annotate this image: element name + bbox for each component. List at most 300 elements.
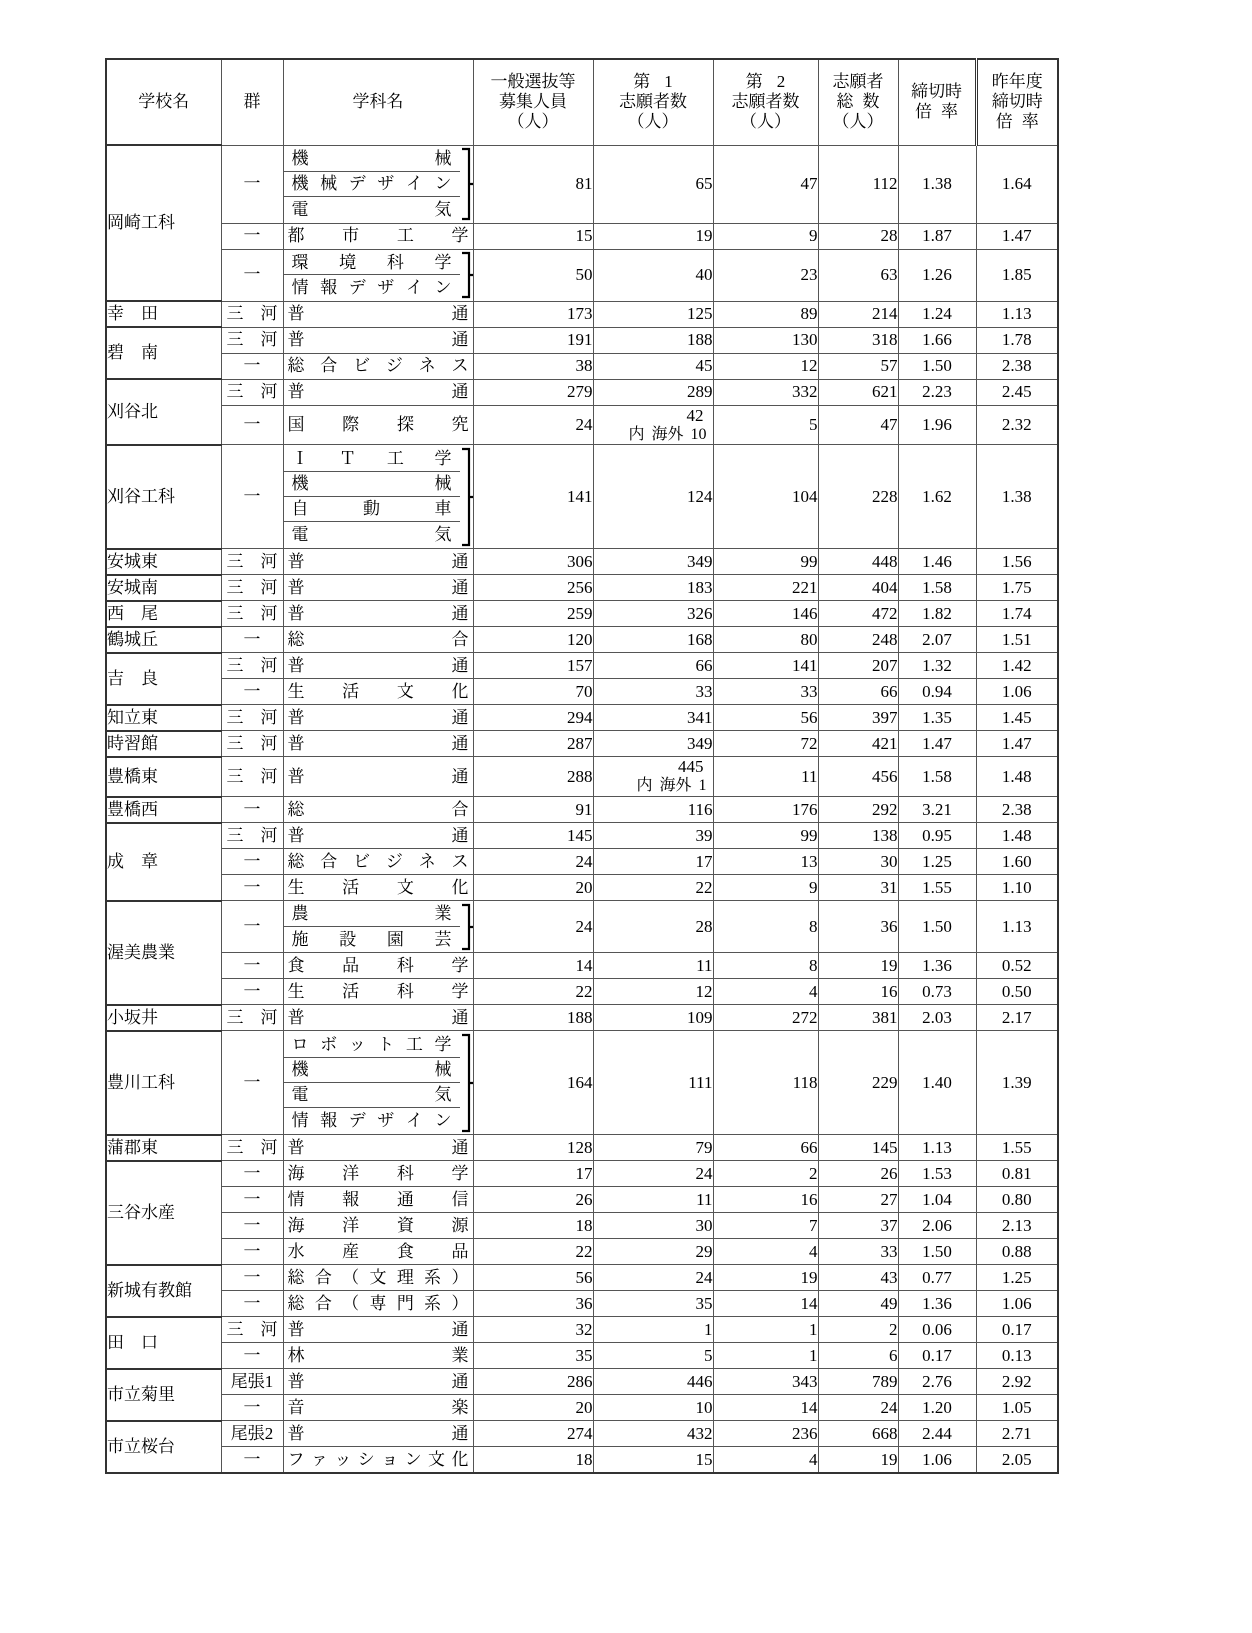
second-choice-value: 80 <box>800 629 818 649</box>
group-cell <box>221 1421 283 1447</box>
second-choice-value: 33 <box>800 681 818 701</box>
department-cell <box>283 549 473 575</box>
group-label: 三 河 <box>226 825 278 845</box>
last-year-ratio-cell <box>976 653 1058 679</box>
department-item: 普 通 <box>287 1319 469 1339</box>
quota-value: 24 <box>575 414 593 434</box>
group-cell <box>221 1317 283 1343</box>
table-row <box>106 327 1058 353</box>
group-cell <box>221 1135 283 1161</box>
second-choice-value: 9 <box>809 225 818 245</box>
total-applicants-cell <box>818 379 898 405</box>
total-applicants-value: 668 <box>872 1423 898 1443</box>
first-choice-cell <box>593 1421 713 1447</box>
school-name-label: 西 尾 <box>107 603 158 623</box>
second-choice-cell <box>713 575 818 601</box>
school-name-cell <box>106 549 221 575</box>
first-choice-value: 15 <box>695 1449 713 1469</box>
school-name-cell <box>106 627 221 653</box>
last-year-ratio-value: 0.17 <box>1001 1319 1032 1339</box>
last-year-ratio-value: 2.05 <box>1001 1449 1032 1469</box>
closing-ratio-cell <box>898 823 976 849</box>
last-year-ratio-cell <box>976 731 1058 757</box>
group-label: 一 <box>243 173 261 193</box>
header-group <box>221 59 283 145</box>
total-applicants-value: 16 <box>880 981 898 1001</box>
header-first-choice-applicants <box>593 59 713 145</box>
header-department-name <box>283 59 473 145</box>
quota-value: 91 <box>575 799 593 819</box>
quota-value: 259 <box>567 603 593 623</box>
quota-value: 24 <box>575 851 593 871</box>
last-year-ratio-value: 1.05 <box>1001 1397 1032 1417</box>
quota-cell <box>473 145 593 223</box>
group-cell <box>221 327 283 353</box>
last-year-ratio-cell <box>976 1369 1058 1395</box>
table-row <box>106 549 1058 575</box>
second-choice-value: 4 <box>809 1241 818 1261</box>
school-name-cell <box>106 901 221 1005</box>
department-cell <box>283 601 473 627</box>
department-item: 海 洋 資 源 <box>287 1215 469 1235</box>
second-choice-cell <box>713 757 818 797</box>
second-choice-value: 12 <box>800 355 818 375</box>
group-label: 三 河 <box>226 1319 278 1339</box>
first-choice-cell <box>593 249 713 301</box>
header-rate-ritsu: 率 <box>941 102 958 122</box>
group-cell <box>221 1395 283 1421</box>
closing-ratio-cell <box>898 757 976 797</box>
table-row <box>106 849 1058 875</box>
group-label: 一 <box>243 877 261 897</box>
quota-cell <box>473 1343 593 1369</box>
group-cell <box>221 301 283 327</box>
last-year-ratio-cell <box>976 301 1058 327</box>
first-choice-cell <box>593 405 713 445</box>
department-cell <box>283 849 473 875</box>
second-choice-value: 141 <box>792 655 818 675</box>
department-item: 普 通 <box>287 733 469 753</box>
table-row <box>106 1421 1058 1447</box>
last-year-ratio-value: 1.60 <box>1001 851 1032 871</box>
second-choice-value: 4 <box>809 1449 818 1469</box>
group-label: 一 <box>243 1163 261 1183</box>
total-applicants-cell <box>818 1369 898 1395</box>
quota-value: 279 <box>567 381 593 401</box>
department-item: 機 械 <box>284 472 460 497</box>
department-list <box>284 1033 460 1133</box>
total-applicants-value: 138 <box>872 825 898 845</box>
department-list <box>284 447 460 547</box>
first-choice-cell <box>593 705 713 731</box>
closing-ratio-value: 1.24 <box>922 303 952 323</box>
school-name-label: 豊橋東 <box>107 766 158 786</box>
quota-cell <box>473 875 593 901</box>
closing-ratio-cell <box>898 1031 976 1135</box>
department-cell <box>283 1369 473 1395</box>
department-item: 普 通 <box>287 1007 469 1027</box>
quota-value: 173 <box>567 303 593 323</box>
quota-value: 22 <box>575 1241 593 1261</box>
header-row <box>106 59 1058 145</box>
last-year-ratio-cell <box>976 1395 1058 1421</box>
first-choice-value: 22 <box>695 877 713 897</box>
last-year-ratio-value: 1.51 <box>1001 629 1032 649</box>
first-choice-value: 124 <box>687 486 713 506</box>
total-applicants-value: 19 <box>880 955 898 975</box>
school-name-cell <box>106 1369 221 1421</box>
second-choice-value: 146 <box>792 603 818 623</box>
quota-value: 157 <box>567 655 593 675</box>
table-row <box>106 575 1058 601</box>
department-item: 普 通 <box>287 577 469 597</box>
total-applicants-value: 6 <box>889 1345 898 1365</box>
total-applicants-value: 19 <box>880 1449 898 1469</box>
first-choice-value: 183 <box>687 577 713 597</box>
second-choice-value: 343 <box>792 1371 818 1391</box>
group-cell <box>221 445 283 549</box>
closing-ratio-cell <box>898 849 976 875</box>
first-choice-cell <box>593 653 713 679</box>
department-list <box>284 902 460 952</box>
first-choice-value: 24 <box>695 1267 713 1287</box>
first-choice-value: 188 <box>687 329 713 349</box>
table-row <box>106 1005 1058 1031</box>
group-label: 一 <box>243 355 261 375</box>
total-applicants-value: 37 <box>880 1215 898 1235</box>
school-name-cell <box>106 1031 221 1135</box>
school-name-label: 成 章 <box>107 851 158 871</box>
quota-value: 22 <box>575 981 593 1001</box>
total-applicants-value: 472 <box>872 603 898 623</box>
department-cell <box>283 757 473 797</box>
first-choice-value: 10 <box>695 1397 713 1417</box>
school-name-cell <box>106 601 221 627</box>
header-lastyear-ritsu: 率 <box>1021 112 1039 132</box>
school-name-label: 豊川工科 <box>107 1072 175 1092</box>
first-choice-cell <box>593 327 713 353</box>
department-item: 施 設 園 芸 <box>291 929 452 949</box>
last-year-ratio-cell <box>976 327 1058 353</box>
table-row <box>106 249 1058 301</box>
closing-ratio-cell <box>898 1187 976 1213</box>
school-name-cell <box>106 705 221 731</box>
first-choice-value: 349 <box>687 551 713 571</box>
department-cell <box>283 1161 473 1187</box>
school-name-label: 市立桜台 <box>107 1436 175 1456</box>
header-second-dai: 第 <box>745 72 763 92</box>
table-row <box>106 823 1058 849</box>
quota-cell <box>473 1395 593 1421</box>
header-second-line2: 志願者数 <box>731 92 800 112</box>
table-row <box>106 1031 1058 1135</box>
second-choice-cell <box>713 1447 818 1473</box>
closing-ratio-cell <box>898 327 976 353</box>
total-applicants-cell <box>818 1161 898 1187</box>
second-choice-value: 221 <box>792 577 818 597</box>
group-cell <box>221 405 283 445</box>
department-cell <box>283 1031 473 1135</box>
quota-cell <box>473 1447 593 1473</box>
first-choice-cell <box>593 1187 713 1213</box>
quota-cell <box>473 979 593 1005</box>
total-applicants-cell <box>818 1395 898 1421</box>
last-year-ratio-cell <box>976 353 1058 379</box>
department-item: 総 合 （ 文 理 系 ） <box>287 1267 469 1287</box>
table-row <box>106 601 1058 627</box>
department-item: 情 報 通 信 <box>287 1189 469 1209</box>
group-cell <box>221 379 283 405</box>
first-choice-value: 445 <box>678 757 704 777</box>
group-label: 三 河 <box>226 603 278 623</box>
first-choice-cell <box>593 1265 713 1291</box>
first-choice-cell <box>593 549 713 575</box>
quota-cell <box>473 1213 593 1239</box>
closing-ratio-value: 2.23 <box>922 381 952 401</box>
department-cell <box>283 979 473 1005</box>
last-year-ratio-cell <box>976 445 1058 549</box>
header-lastyear-line1: 昨年度 <box>991 72 1043 92</box>
header-school-name-label: 学校名 <box>138 91 190 111</box>
first-choice-cell <box>593 797 713 823</box>
department-cell <box>283 901 473 953</box>
table-row <box>106 145 1058 223</box>
header-second-number: 2 <box>776 72 786 92</box>
total-applicants-cell <box>818 223 898 249</box>
total-applicants-cell <box>818 679 898 705</box>
table-row <box>106 757 1058 797</box>
second-choice-cell <box>713 1239 818 1265</box>
first-choice-cell <box>593 379 713 405</box>
closing-ratio-value: 1.58 <box>922 766 952 786</box>
second-choice-value: 16 <box>800 1189 818 1209</box>
department-item: 総 合 （ 専 門 系 ） <box>287 1293 469 1313</box>
group-cell <box>221 705 283 731</box>
table-row <box>106 901 1058 953</box>
closing-ratio-value: 3.21 <box>922 799 952 819</box>
total-applicants-value: 63 <box>880 264 898 284</box>
last-year-ratio-cell <box>976 979 1058 1005</box>
last-year-ratio-cell <box>976 1187 1058 1213</box>
second-choice-value: 47 <box>800 173 818 193</box>
closing-ratio-cell <box>898 1135 976 1161</box>
second-choice-cell <box>713 223 818 249</box>
department-item: 電 気 <box>291 524 452 544</box>
first-choice-cell <box>593 627 713 653</box>
quota-value: 274 <box>567 1423 593 1443</box>
department-item: 電 気 <box>291 199 452 219</box>
table-row <box>106 1317 1058 1343</box>
department-item: 情 報 デ ザ イ ン <box>291 278 452 297</box>
first-choice-value: 19 <box>695 225 713 245</box>
grouping-brace-icon <box>460 447 473 547</box>
group-cell <box>221 353 283 379</box>
department-cell <box>283 953 473 979</box>
last-year-ratio-value: 1.85 <box>1001 264 1032 284</box>
department-cell <box>283 823 473 849</box>
total-applicants-value: 2 <box>889 1319 898 1339</box>
last-year-ratio-cell <box>976 1135 1058 1161</box>
quota-value: 164 <box>567 1072 593 1092</box>
department-item: 農 業 <box>284 902 460 927</box>
total-applicants-cell <box>818 1005 898 1031</box>
header-total-suu: 数 <box>862 92 880 112</box>
department-cell <box>283 1447 473 1473</box>
closing-ratio-cell <box>898 797 976 823</box>
quota-value: 26 <box>575 1189 593 1209</box>
total-applicants-cell <box>818 823 898 849</box>
second-choice-cell <box>713 601 818 627</box>
first-choice-value: 45 <box>695 355 713 375</box>
last-year-ratio-value: 2.17 <box>1001 1007 1032 1027</box>
total-applicants-cell <box>818 445 898 549</box>
group-cell <box>221 249 283 301</box>
total-applicants-cell <box>818 705 898 731</box>
second-choice-cell <box>713 797 818 823</box>
table-body <box>106 145 1058 1473</box>
school-name-cell <box>106 445 221 549</box>
quota-cell <box>473 549 593 575</box>
group-label: 一 <box>243 264 261 284</box>
department-cell <box>283 1317 473 1343</box>
first-choice-value: 24 <box>695 1163 713 1183</box>
closing-ratio-cell <box>898 1395 976 1421</box>
first-choice-value: 116 <box>687 799 713 819</box>
quota-cell <box>473 1135 593 1161</box>
last-year-ratio-value: 2.38 <box>1001 799 1032 819</box>
total-applicants-value: 397 <box>872 707 898 727</box>
first-choice-value: 33 <box>695 681 713 701</box>
quota-cell <box>473 249 593 301</box>
second-choice-cell <box>713 653 818 679</box>
second-choice-cell <box>713 627 818 653</box>
second-choice-cell <box>713 249 818 301</box>
closing-ratio-cell <box>898 1317 976 1343</box>
header-lastyear-bai: 倍 <box>995 112 1013 132</box>
last-year-ratio-cell <box>976 405 1058 445</box>
department-cell <box>283 1395 473 1421</box>
group-label: 一 <box>243 1345 261 1365</box>
closing-ratio-cell <box>898 679 976 705</box>
second-choice-cell <box>713 145 818 223</box>
total-applicants-cell <box>818 653 898 679</box>
total-applicants-cell <box>818 849 898 875</box>
second-choice-value: 236 <box>792 1423 818 1443</box>
total-applicants-value: 43 <box>880 1267 898 1287</box>
first-choice-value: 1 <box>704 1319 713 1339</box>
department-cell <box>283 405 473 445</box>
last-year-ratio-cell <box>976 1265 1058 1291</box>
department-cell <box>283 653 473 679</box>
school-name-cell <box>106 823 221 901</box>
total-applicants-value: 36 <box>880 916 898 936</box>
department-item: 普 通 <box>287 1423 469 1443</box>
closing-ratio-cell <box>898 301 976 327</box>
second-choice-value: 1 <box>809 1319 818 1339</box>
closing-ratio-value: 1.25 <box>922 851 952 871</box>
last-year-ratio-cell <box>976 1421 1058 1447</box>
department-item: 機 械 <box>284 147 460 172</box>
second-choice-value: 14 <box>800 1293 818 1313</box>
quota-value: 287 <box>567 733 593 753</box>
closing-ratio-cell <box>898 1421 976 1447</box>
table-row <box>106 653 1058 679</box>
group-label: 三 河 <box>226 1007 278 1027</box>
total-applicants-cell <box>818 1447 898 1473</box>
last-year-ratio-cell <box>976 901 1058 953</box>
closing-ratio-cell <box>898 1265 976 1291</box>
closing-ratio-value: 1.35 <box>922 707 952 727</box>
closing-ratio-value: 1.36 <box>922 1293 952 1313</box>
group-label: 一 <box>243 1449 261 1469</box>
closing-ratio-value: 1.87 <box>922 225 952 245</box>
total-applicants-value: 318 <box>872 329 898 349</box>
second-choice-cell <box>713 1369 818 1395</box>
department-cell <box>283 705 473 731</box>
closing-ratio-cell <box>898 1239 976 1265</box>
second-choice-cell <box>713 1421 818 1447</box>
header-rate-line2 <box>899 102 975 122</box>
closing-ratio-value: 1.58 <box>922 577 952 597</box>
group-cell <box>221 979 283 1005</box>
second-choice-value: 7 <box>809 1215 818 1235</box>
department-item: 情 報 デ ザ イ ン <box>291 1110 452 1130</box>
department-item: 普 通 <box>287 1137 469 1157</box>
total-applicants-cell <box>818 145 898 223</box>
closing-ratio-cell <box>898 705 976 731</box>
last-year-ratio-value: 2.13 <box>1001 1215 1032 1235</box>
second-choice-cell <box>713 1343 818 1369</box>
total-applicants-cell <box>818 249 898 301</box>
school-name-cell <box>106 1161 221 1265</box>
group-cell <box>221 1291 283 1317</box>
table-row <box>106 875 1058 901</box>
quota-cell <box>473 405 593 445</box>
last-year-ratio-cell <box>976 575 1058 601</box>
quota-cell <box>473 327 593 353</box>
department-item: 水 産 食 品 <box>287 1241 469 1261</box>
grouping-brace-icon <box>460 902 473 952</box>
quota-cell <box>473 445 593 549</box>
total-applicants-value: 47 <box>880 414 898 434</box>
closing-ratio-cell <box>898 901 976 953</box>
second-choice-cell <box>713 327 818 353</box>
total-applicants-value: 66 <box>880 681 898 701</box>
group-cell <box>221 679 283 705</box>
quota-cell <box>473 953 593 979</box>
total-applicants-value: 381 <box>872 1007 898 1027</box>
last-year-ratio-value: 1.56 <box>1001 551 1032 571</box>
total-applicants-value: 27 <box>880 1189 898 1209</box>
group-label: 一 <box>243 1241 261 1261</box>
total-applicants-value: 292 <box>872 799 898 819</box>
group-label: 一 <box>243 486 261 506</box>
first-choice-value: 341 <box>687 707 713 727</box>
total-applicants-value: 214 <box>872 303 898 323</box>
quota-cell <box>473 731 593 757</box>
second-choice-cell <box>713 731 818 757</box>
quota-cell <box>473 1317 593 1343</box>
table-row <box>106 1369 1058 1395</box>
group-label: 一 <box>243 225 261 245</box>
first-choice-cell <box>593 353 713 379</box>
first-choice-value: 17 <box>695 851 713 871</box>
quota-value: 20 <box>575 1397 593 1417</box>
last-year-ratio-value: 1.78 <box>1001 329 1032 349</box>
header-lastyear-line2: 締切時 <box>991 92 1043 112</box>
closing-ratio-cell <box>898 953 976 979</box>
second-choice-cell <box>713 1005 818 1031</box>
